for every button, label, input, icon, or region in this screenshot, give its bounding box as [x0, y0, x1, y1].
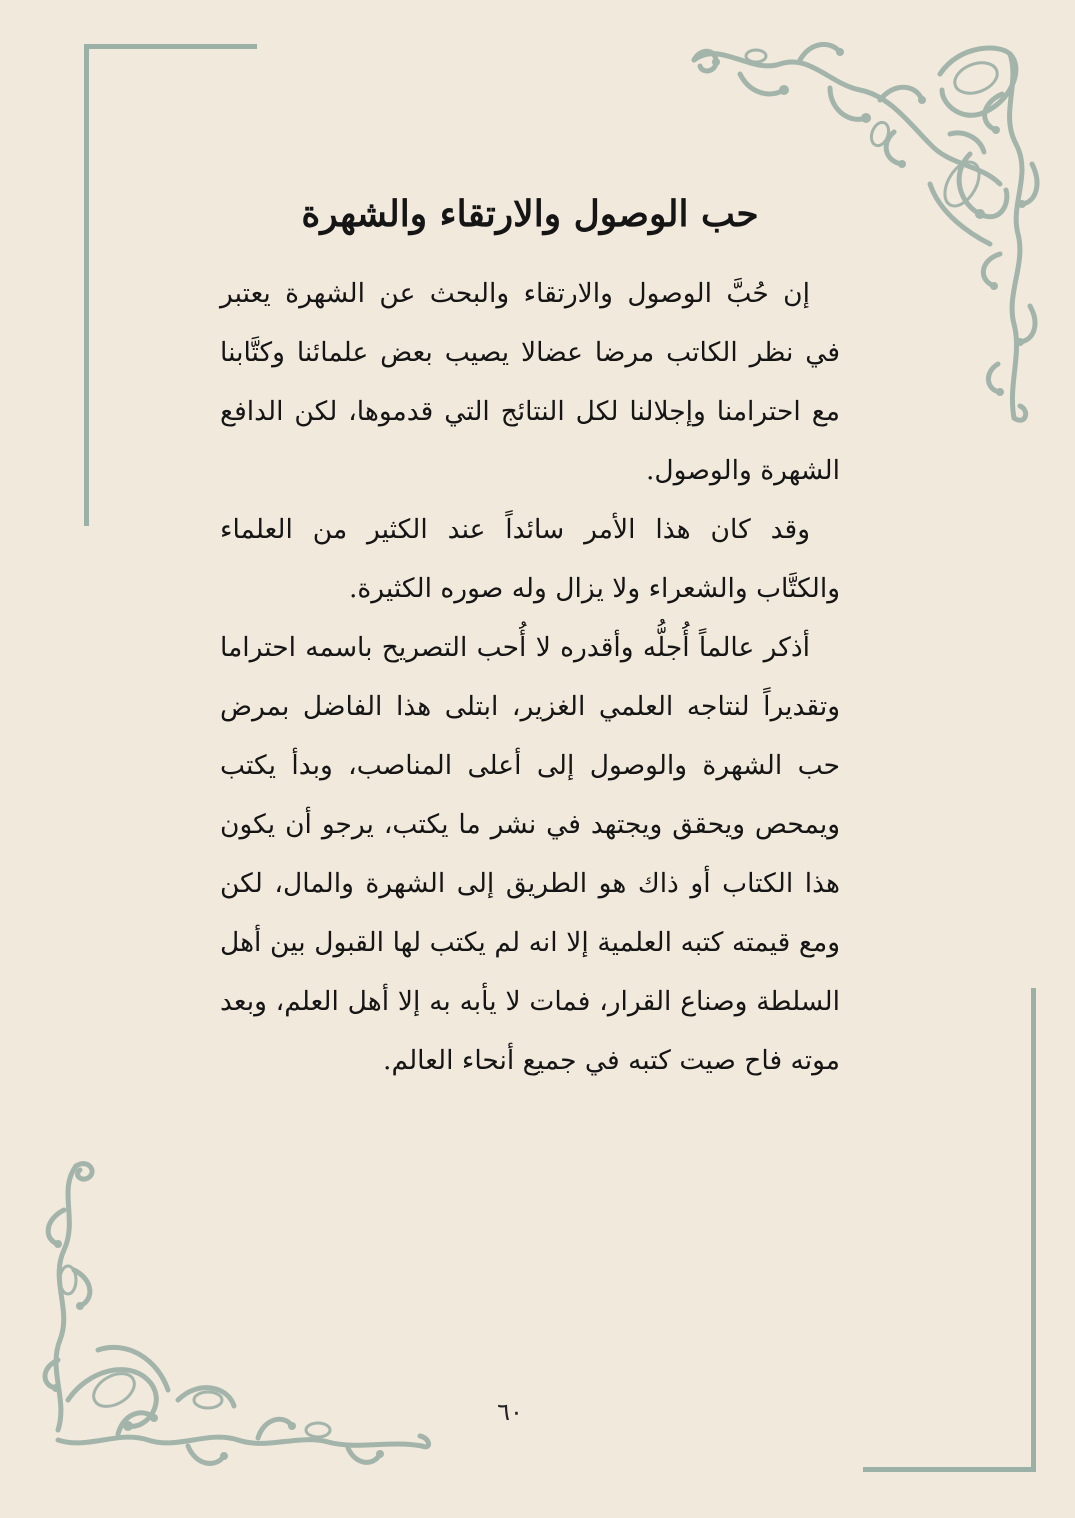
paragraph: إن حُبَّ الوصول والارتقاء والبحث عن الشهرة يعتبر في نظر الكاتب مرضا عضالا يصيب بعض علمائنا وكتَّابنا مع احترامنا وإجلالنا لكل النتائج التي قدموها، لكن الدافع الشهرة والوصول. [220, 278, 840, 486]
floral-corner-bottom-left-icon [28, 1150, 438, 1480]
paragraph: أذكر عالماً أُجلُّه وأقدره لا أُحب التصريح باسمه احتراما وتقديراً لنتاجه العلمي الغزير، ابتلى هذا الفاضل بمرض حب الشهرة والوصول إلى أعلى المناصب، وبدأ يكتب ويمحص ويحقق ويجتهد في نشر ما يكتب، يرجو أن يكون هذا الكتاب أو ذاك هو الطريق إلى الشهرة والمال، لكن ومع قيمته كتبه العلمية إلا انه لم يكتب لها القبول بين أهل السلطة وصناع القرار، فمات لا يأبه به إلا أهل العلم، وبعد موته فاح صيت كتبه في جميع أنحاء العالم. [220, 632, 840, 1076]
page-number: ٦٠ [497, 1398, 523, 1426]
frame-bottom-right-horizontal [863, 1467, 1036, 1472]
frame-left-vertical [84, 44, 89, 526]
page-title: حب الوصول والارتقاء والشهرة [301, 193, 759, 235]
frame-right-vertical [1031, 988, 1036, 1472]
body-text [220, 264, 840, 1090]
frame-top-left-horizontal [84, 44, 257, 49]
paragraph: وقد كان هذا الأمر سائداً عند الكثير من العلماء والكتَّاب والشعراء ولا يزال وله صوره الكثيرة. [220, 514, 840, 604]
